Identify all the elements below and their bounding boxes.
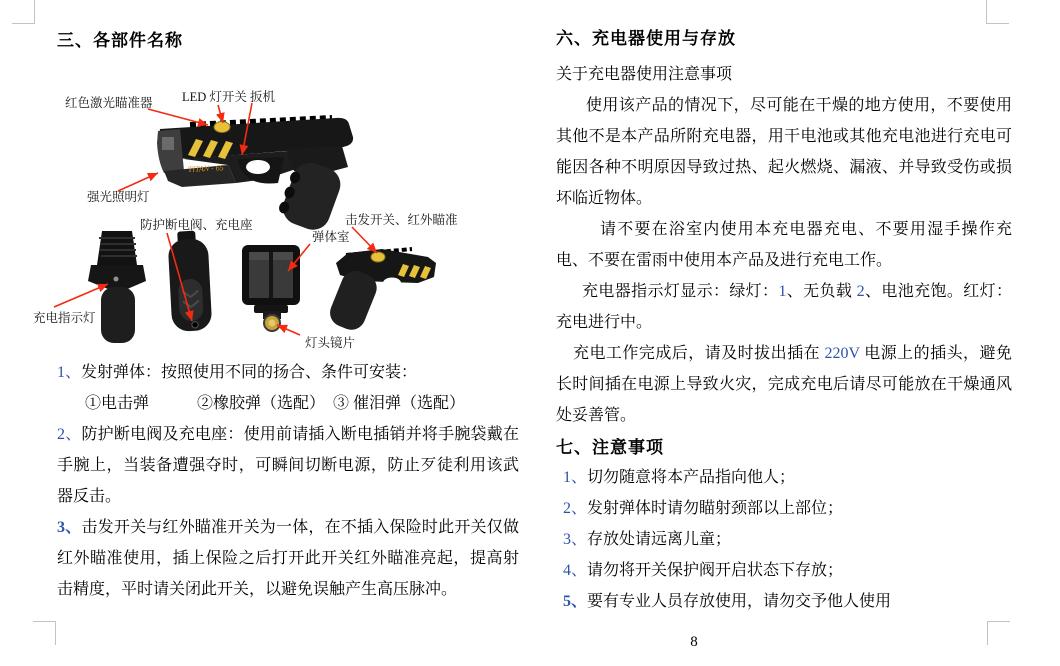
- label-cutoff-valve-charge-base: 防护断电阀、充电座: [140, 218, 253, 232]
- note-item: 4、请勿将开关保护阀开启状态下存放；: [563, 562, 844, 579]
- note-item: 3、存放处请远离儿童；: [563, 531, 732, 548]
- item-number: 3、: [57, 519, 82, 536]
- list-item: 2、防护断电阀及充电座：使用前请插入断电插销并将手腕袋戴在手腕上，当装备遭强夺时，可瞬间切断电源，防止歹徒利用该武器反击。: [57, 426, 519, 505]
- label-fire-switch-ir-sight: 击发开关、红外瞄准: [345, 213, 458, 227]
- rear-view-photo: [88, 231, 146, 343]
- paragraph: 充电工作完成后，请及时拔出插在 220V 电源上的插头，避免长时间插在电源上导致火灾，完成充电后请尽可能放在干燥通风处妥善管。: [556, 345, 1012, 424]
- crop-mark-bottom-right: [987, 621, 1010, 645]
- crop-mark-bottom-left: [33, 621, 56, 645]
- list-item: 1、发射弹体：按照使用不同的扬合、条件可安装：: [57, 364, 418, 381]
- note-item: 5、要有专业人员存放使用，请勿交予他人使用: [563, 593, 892, 610]
- label-cartridge-chamber: 弹体室: [312, 230, 350, 244]
- label-charge-indicator: 充电指示灯: [33, 311, 96, 325]
- item-number: 1、: [57, 364, 82, 381]
- list-item: ①电击弹 ②橡胶弹（选配） ③ 催泪弹（选配）: [85, 395, 466, 412]
- chamber-photo: [242, 245, 300, 331]
- paragraph: 请不要在浴室内使用本充电器充电、不要用湿手操作充电、不要在雷雨中使用本产品及进行充电工作。: [556, 221, 1012, 269]
- label-laser-sight: 红色激光瞄准器: [65, 96, 153, 110]
- paragraph: 使用该产品的情况下，尽可能在干燥的地方使用，不要使用其他不是本产品所附充电器，用干电池或其他充电池进行充电可能因各种不明原因导致过热、起火燃烧、漏液、并导致受伤或损坏临近物体。: [556, 97, 1012, 207]
- left-column: [33, 30, 519, 605]
- crop-mark-top-left: [12, 0, 35, 24]
- list-item: 3、击发开关与红外瞄准开关为一体，在不插入保险时此开关仅做红外瞄准使用，插上保险之后打开此开关红外瞄准亮起，提高射击精度，平时请关闭此开关，以避免误触产生高压脉冲。: [57, 519, 519, 598]
- brand-text: TITAN - 65: [187, 163, 224, 174]
- label-trigger: 扳机: [250, 90, 276, 104]
- paragraph: 充电器指示灯显示：绿灯：1、无负载 2、电池充饱。红灯：充电进行中。: [556, 283, 1012, 331]
- led-button: [214, 122, 230, 133]
- paragraph: 关于充电器使用注意事项: [556, 66, 733, 83]
- note-item: 2、发射弹体时请勿瞄射颈部以上部位；: [563, 500, 844, 517]
- notes-list: [556, 462, 1012, 617]
- charge-indicator-led: [114, 277, 119, 282]
- section-7-heading: 七、注意事项: [556, 438, 664, 457]
- section-6-heading: 六、充电器使用与存放: [556, 29, 736, 48]
- parts-photo-collage: [30, 85, 520, 357]
- crop-mark-top-right: [986, 0, 1009, 24]
- valve-photo: [167, 230, 212, 332]
- small-gun-photo: [326, 249, 436, 334]
- label-flashlight: 强光照明灯: [87, 190, 150, 204]
- right-column: [556, 28, 1012, 617]
- label-led-switch: LED 灯开关: [182, 90, 247, 104]
- section-3-heading: 三、各部件名称: [57, 31, 183, 50]
- note-item: 1、切勿随意将本产品指向他人；: [563, 469, 796, 486]
- parts-figure: [30, 85, 520, 357]
- label-lamp-lens: 灯头镜片: [305, 336, 356, 350]
- item-number: 2、: [57, 426, 82, 443]
- page-number: 8: [690, 634, 698, 650]
- parts-description-list: [57, 357, 519, 605]
